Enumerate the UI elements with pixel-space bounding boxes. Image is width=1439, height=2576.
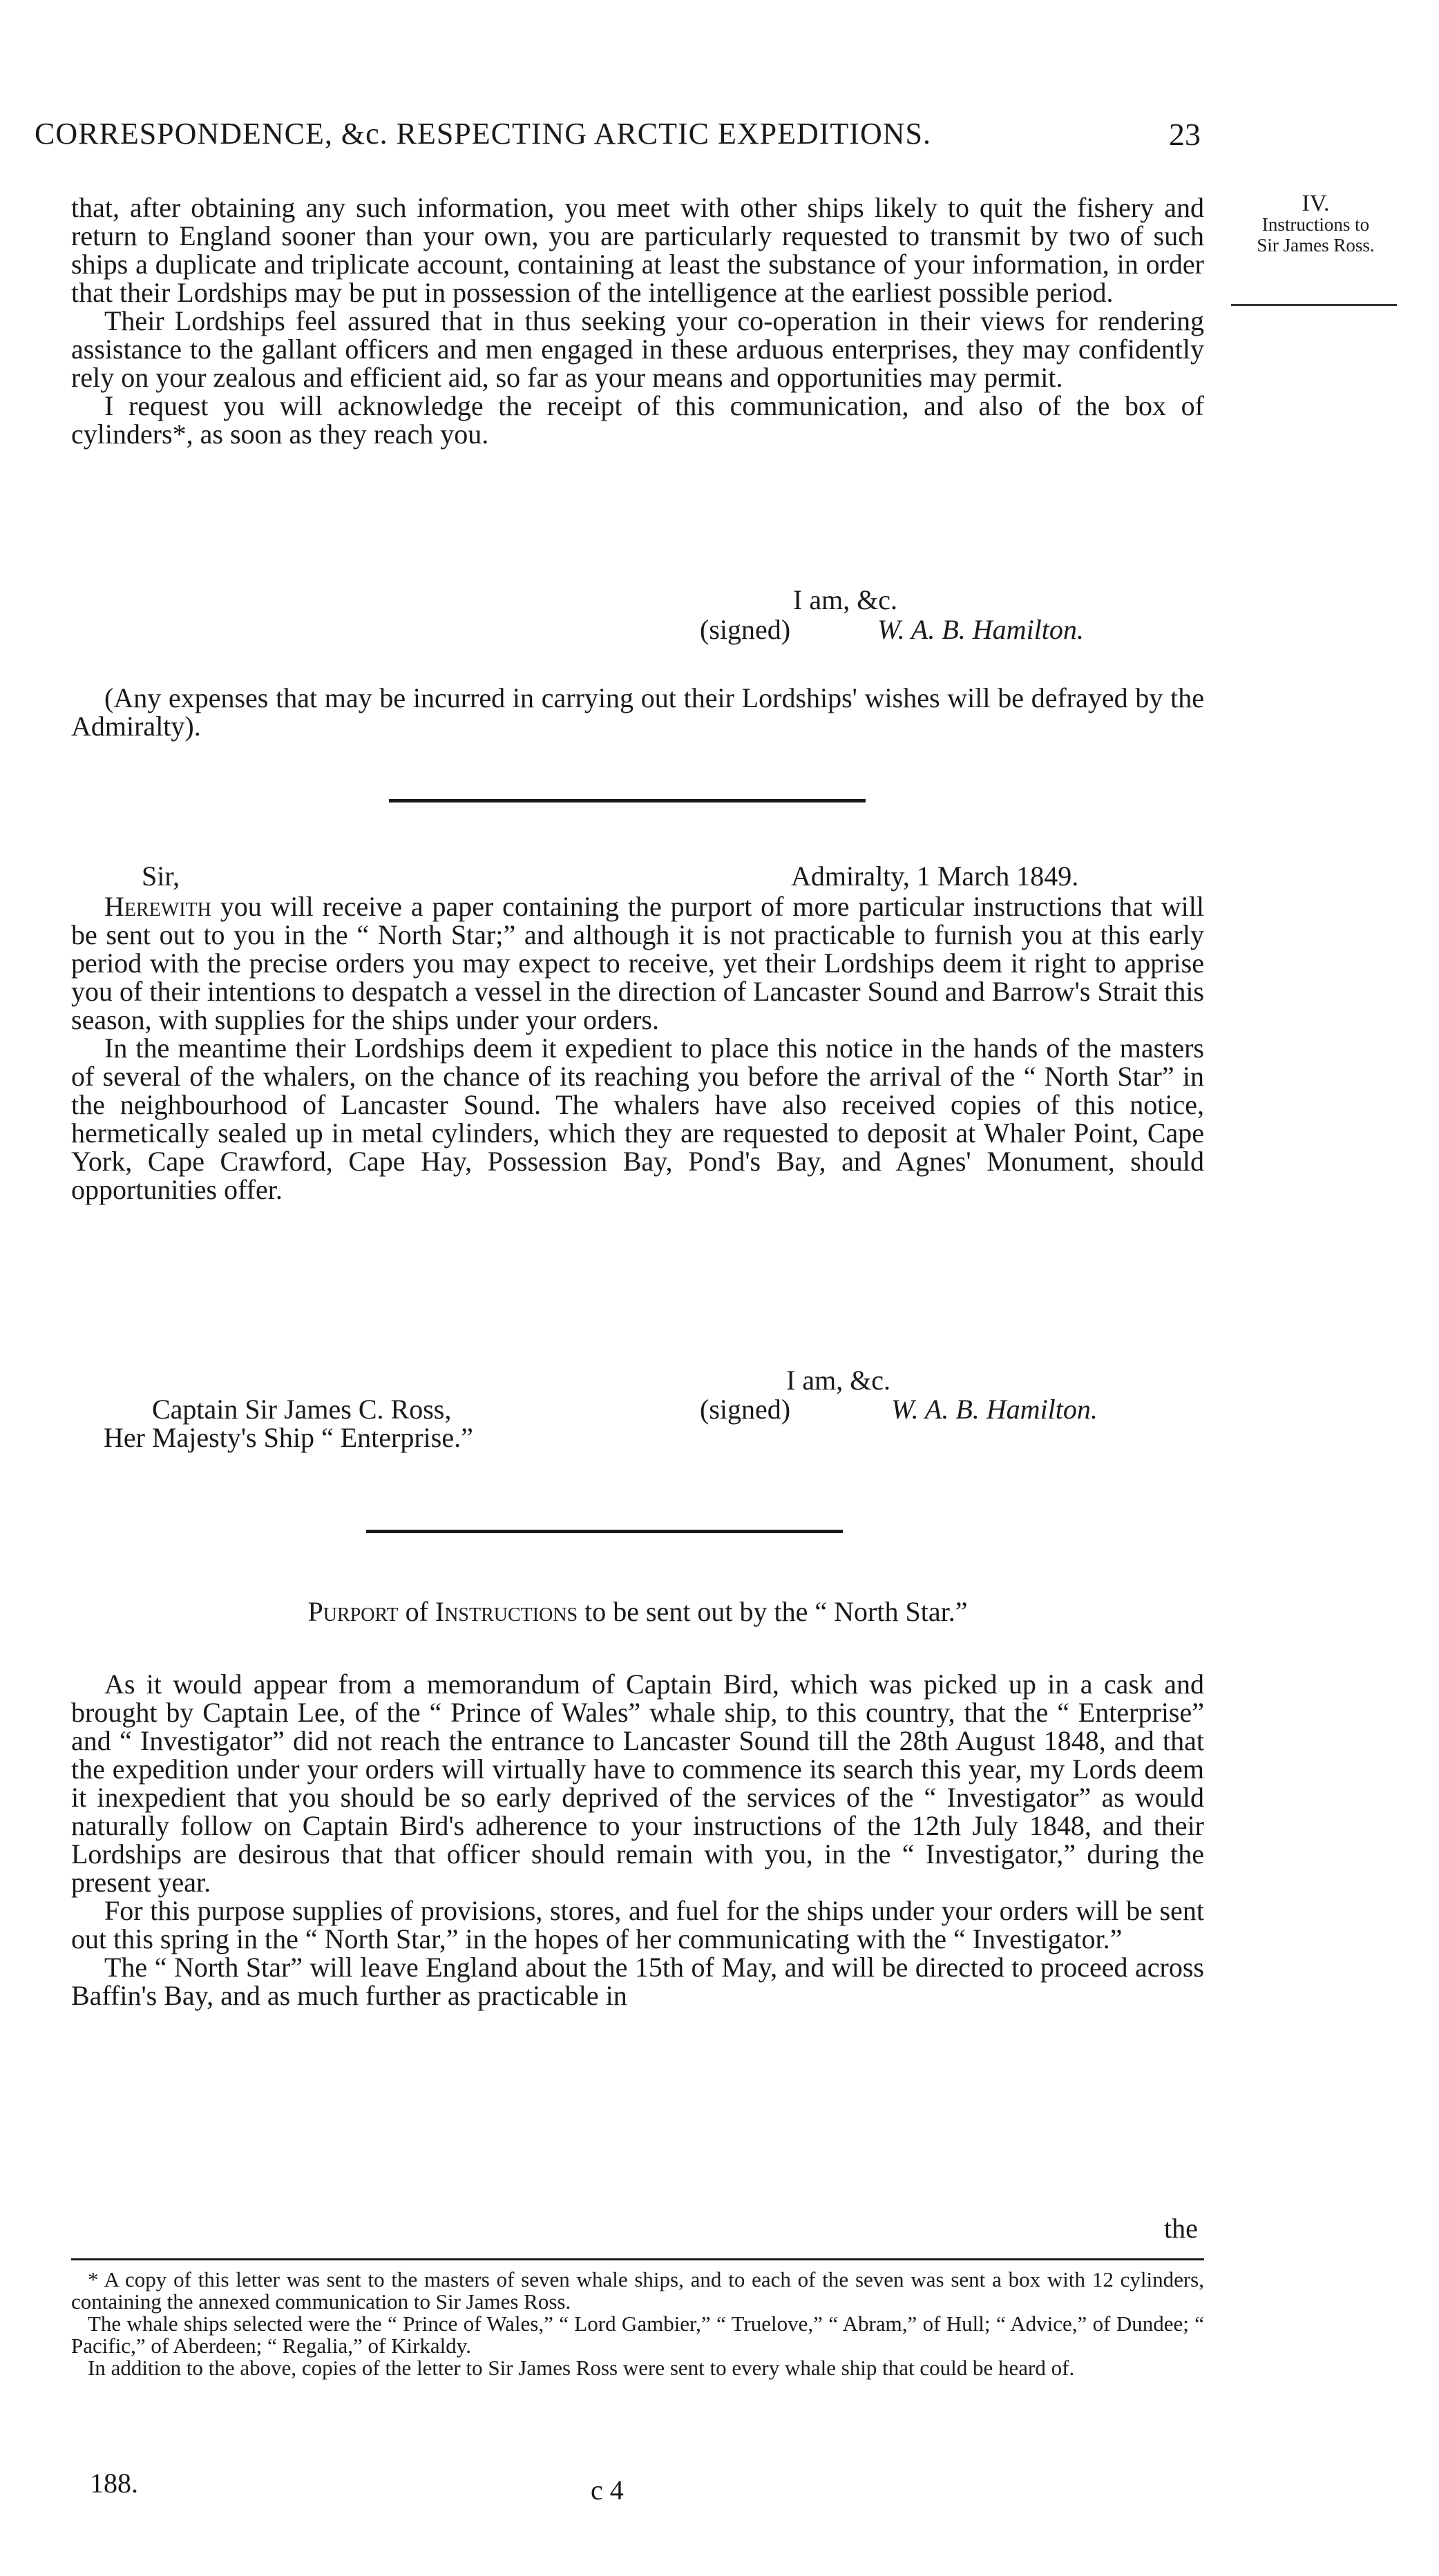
letter-2-closing: I am, &c. [786,1365,891,1396]
letter-2-place-date: Admiralty, 1 March 1849. [791,861,1079,892]
letter-2-salutation: Sir, [142,861,180,892]
running-header-title: CORRESPONDENCE, &c. RESPECTING ARCTIC EXPEDITIONS. [35,117,931,151]
catchword: the [1164,2213,1198,2244]
purport-paragraph: The “ North Star” will leave England about the 15th of May, and will be directed to proceed across Baffin's Bay, and as much further as practicable in [71,1952,1204,2011]
margin-note [1217,193,1414,256]
letter-2-signature: W. A. B. Hamilton. [891,1394,1098,1425]
margin-note-rule [1231,304,1397,306]
heading-word: of [398,1596,435,1627]
margin-note-number: IV. [1302,191,1330,216]
purport-body [71,1670,1204,2010]
letter-2-body [71,892,1204,1204]
heading-word: Instructions [435,1596,578,1627]
section-divider [389,799,866,802]
letter-2-addressee-line-2: Her Majesty's Ship “ Enterprise.” [104,1422,473,1453]
footnote-2: The whale ships selected were the “ Prince of Wales,” “ Lord Gambier,” “ Truelove,” “ Abram,” of Hull; “ Advice,” of Dundee; “ Pacific,” of Aberdeen; “ Regalia,” of Kirkaldy. [71,2311,1204,2358]
letter-1-signature: W. A. B. Hamilton. [877,614,1084,645]
heading-word: Purport [307,1596,399,1627]
letter-1-paragraph: I request you will acknowledge the receipt of this communication, and also of the box of cylinders*, as soon as they reach you. [71,390,1204,450]
margin-note-line-1: Instructions to [1261,214,1370,235]
page-number: 23 [1169,117,1201,152]
footnote-1: * A copy of this letter was sent to the masters of seven whale ships, and to each of the seven was sent a box with 12 cylinders, containing the annexed communication to Sir James Ross. [71,2267,1204,2314]
folio-number: 188. [90,2468,138,2499]
margin-note-line-2: Sir James Ross. [1257,235,1375,256]
section-divider [366,1530,843,1533]
letter-2-paragraph-1 [71,892,1204,1034]
letter-2-paragraph-1-text: you will receive a paper containing the purport of more particular instructions that will be sent out to you in the “ North Star;” and although it is not practicable to furnish you at this early period with the precise orders you may expect to receive, yet their Lordships deem it right to apprise you of their intentions to despatch a vessel in the direction of Lancaster Sound and Barrow's Strait this season, with supplies for the ships under your orders. [71,891,1204,1035]
footnote-rule [71,2258,1204,2260]
signature-mark: c 4 [591,2474,624,2506]
letter-1-paragraph: that, after obtaining any such information, you meet with other ships likely to quit the fishery and return to England sooner than your own, you are particularly requested to transmit by two of such ships a duplicate and triplicate account, containing at least the substance of your information, in order that their Lordships may be put in possession of the intelligence at the earliest possible period. [71,192,1204,308]
letter-2-lead-word: Herewith [104,891,211,922]
letter-2-paragraph-2: In the meantime their Lordships deem it expedient to place this notice in the hands of the masters of several of the whalers, on the chance of its reaching you before the arrival of the “ North Star” in the neighbourhood of Lancaster Sound. The whalers have also received copies of this notice, hermetically sealed up in metal cylinders, which they are requested to deposit at Whaler Point, Cape York, Cape Crawford, Cape Hay, Possession Bay, Pond's Bay, and Agnes' Monument, should opportunities offer. [71,1032,1204,1205]
letter-1-note [71,684,1204,740]
letter-1-closing: I am, &c. [793,584,898,615]
heading-word: to be sent out by the “ North Star.” [578,1596,968,1627]
footnote-3: In addition to the above, copies of the letter to Sir James Ross were sent to every whale ship that could be heard of. [88,2356,1075,2380]
purport-heading [71,1595,1204,1628]
expenses-note: (Any expenses that may be incurred in carrying out their Lordships' wishes will be defrayed by the Admiralty). [71,682,1204,742]
purport-paragraph: For this purpose supplies of provisions, stores, and fuel for the ships under your orders will be sent out this spring in the “ North Star,” in the hopes of her communicating with the “ Investigator.” [71,1895,1204,1954]
letter-2-addressee-line-1: Captain Sir James C. Ross, [152,1394,452,1425]
footnotes [71,2269,1204,2379]
letter-2-signed: (signed) [700,1394,791,1425]
purport-paragraph: As it would appear from a memorandum of Captain Bird, which was picked up in a cask and brought by Captain Lee, of the “ Prince of Wales” whale ship, to this country, that the “ Enterprise” and “ Investigator” did not reach the entrance to Lancaster Sound till the 28th August 1848, and that the expedition under your orders will virtually have to commence its search this year, my Lords deem it inexpedient that you should be so early deprived of the services of the “ Investigator” as would naturally follow on Captain Bird's adherence to your instructions of the 12th July 1848, and their Lordships are desirous that that officer should remain with you, in the “ Investigator,” during the present year. [71,1669,1204,1898]
letter-1-signed: (signed) [700,614,791,645]
letter-1-body [71,193,1204,448]
letter-1-paragraph: Their Lordships feel assured that in thus seeking your co-operation in their views for rendering assistance to the gallant officers and men engaged in these arduous enterprises, they may confidently rely on your zealous and efficient aid, so far as your means and opportunities may permit. [71,305,1204,393]
